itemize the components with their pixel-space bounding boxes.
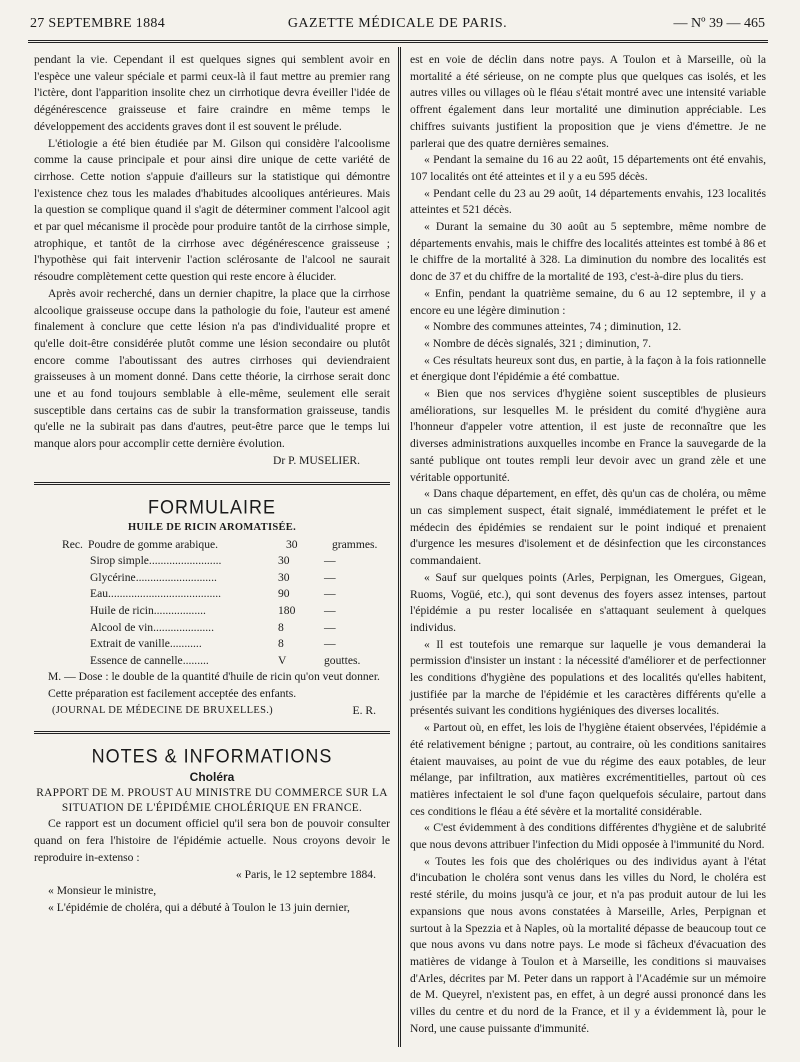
ingredient-unit: — xyxy=(324,570,336,584)
left-column xyxy=(34,52,390,917)
ingredient-unit: — xyxy=(324,554,336,568)
recipe-list xyxy=(34,537,390,670)
recipe-rec: Rec. xyxy=(62,537,83,551)
right-column xyxy=(410,52,766,1037)
letter-paragraph: « Toutes les fois que des cholériques ou des individus ayant à l'état d'incubation le choléra sont venus dans les villes du Nord, le choléra est resté stérile, du moins jusqu'à ce jour, et n'a pas produit autour de lui les expansions que nous avons constatées à Marseille, Arles, Perpignan et surtout à la Spezzia et à Naples, où la mortalité dépasse de beaucoup tout ce que nous avons vu dans notre pays. Le mode si fâcheux d'évacuation des matières de vidange à Toulon et à Marseille, les conditions si mauvaises d'Arles, décrites par M. Peter dans un rapport à l'Académie sur un mémoire de M. Queyrel, n'existent pas, en effet, à un degré aussi prononcé dans les villes du centre et du nord de la France, et il y a évidemment là, pour le Nord, une cause puissante d'immunité. xyxy=(410,854,766,1035)
recipe-dose: M. — Dose : le double de la quantité d'huile de ricin qu'on veut donner. xyxy=(48,670,380,684)
recipe-row xyxy=(34,570,390,587)
author-signature: Dr P. MUSELIER. xyxy=(273,453,360,467)
recipe-row xyxy=(34,603,390,620)
ingredient-unit: gouttes. xyxy=(324,653,361,667)
recipe-row xyxy=(34,586,390,603)
letter-paragraph: « Nombre des communes atteintes, 74 ; diminution, 12. xyxy=(424,320,682,334)
recipe-source: (JOURNAL DE MÉDECINE DE BRUXELLES.) xyxy=(52,704,273,716)
letter-paragraph: « Pendant celle du 23 au 29 août, 14 départements envahis, 123 localités atteintes et 521 décès. xyxy=(410,186,766,217)
letter-first-line: « L'épidémie de choléra, qui a débuté à Toulon le 13 juin dernier, xyxy=(48,900,350,914)
letter-paragraph: « Dans chaque département, en effet, dès qu'un cas de choléra, ou même un cas simplement suspect, était signalé, immédiatement le préfet et le médecin des épidémies se rendaient sur le point indiqué et prenaient d'urgence les mesures d'isolement et de désinfection que les circonstances commandaient. xyxy=(410,487,766,568)
letter-paragraph: « Sauf sur quelques points (Arles, Perpignan, les Omergues, Gigean, Ruoms, Vogüé, etc.), qui sont devenus des foyers assez intenses, partout l'épidémie a pu rester localisée en s'attaquant seulement à quelques individus. xyxy=(410,570,766,634)
ingredient-unit: grammes. xyxy=(332,537,378,551)
ingredient-name: Poudre de gomme arabique. xyxy=(88,537,219,551)
section-separator xyxy=(34,482,390,485)
ingredient-unit: — xyxy=(324,603,336,617)
page-number: — Nº 39 — 465 xyxy=(673,16,765,31)
ingredient-name: Sirop simple......................... xyxy=(90,554,222,568)
letter-paragraph: « Enfin, pendant la quatrième semaine, du 6 au 12 septembre, il y a encore eu une légère diminution : xyxy=(410,286,766,317)
notes-heading: NOTES & INFORMATIONS xyxy=(91,745,333,768)
ingredient-name: Essence de cannelle......... xyxy=(90,653,209,667)
ingredient-qty: 90 xyxy=(278,587,290,601)
ingredient-name: Extrait de vanille........... xyxy=(90,637,202,651)
notes-subheading: Choléra xyxy=(189,770,235,785)
letter-paragraph: « C'est évidemment à des conditions différentes d'hygiène et de salubrité que nous devons attribuer l'infection du Midi opposée à l'immunité du Nord. xyxy=(410,821,766,852)
article-paragraph: L'étiologie a été bien étudiée par M. Gilson qui considère l'alcoolisme comme la cause principale et pour ainsi dire unique de cette variété de cirrhose. Cette notion s'appuie d'ailleurs sur la statistique qui démontre l'existence chez tous les malades d'habitudes alcooliques antérieures. Mais la question se complique quand il s'agit de déterminer comment l'alcool agit et par quel mécanisme il procède pour produire tantôt de la cirrhose simple, atrophique, et tantôt de la cirrhose avec dégénérescence graisseuse ; l'hypothèse qui fait intervenir l'action sclérosante de l'alcool ne saurait résoudre complètement cette question qui reste encore à élucider. xyxy=(34,136,390,284)
letter-paragraph: « Nombre de décès signalés, 321 ; diminution, 7. xyxy=(424,336,652,350)
ingredient-qty: V xyxy=(278,653,287,667)
recipe-source-line xyxy=(34,703,390,720)
ingredient-unit: — xyxy=(324,637,336,651)
recipe-note: Cette préparation est facilement acceptée des enfants. xyxy=(48,687,297,701)
ingredient-qty: 30 xyxy=(278,554,290,568)
letter-paragraph: « Partout où, en effet, les lois de l'hygiène étaient observées, l'épidémie a été relativement bénigne ; partout, au contraire, où les conditions sanitaires étaient mauvaises, au point de vue du régime des eaux potables, de leur mélange, par infiltration, aux matières excrémentitielles, partout où ces matières infectaient le sol d'une façon quelquefois séculaire, partout dans ces conditions le fléau a été sévère et la mortalité considérable. xyxy=(410,721,766,818)
section-separator xyxy=(34,731,390,734)
ingredient-name: Huile de ricin.................. xyxy=(90,603,206,617)
ingredient-qty: 8 xyxy=(278,620,284,634)
letter-paragraph: est en voie de déclin dans notre pays. A Toulon et à Marseille, où la mortalité a été sérieuse, on ne compte plus que quelques cas isolés, et les autres villes ou villages où le fléau s'était montré avec une intensité variable offrent également dans leur mortalité une diminution appréciable. Les chiffres suivants justifient la proposition que je viens d'émettre. Je ne parlerai que des quatre dernières semaines. xyxy=(410,53,766,150)
article-paragraph: Après avoir recherché, dans un dernier chapitre, la place que la cirrhose alcoolique graisseuse occupe dans la pathologie du foie, l'auteur est amené finalement à conclure que cette lésion n'a pas d'individualité propre et qu'elle doit-être considérée plutôt comme une lésion secondaire ou plutôt encore comme l'aboutissant des autres cirrhoses qui deviendraient graisseuses à un moment donné. Dans cette théorie, la cirrhose serait donc une et au fond toujours semblable à elle-même, seulement elle serait susceptible dans certains cas de subir la transformation graisseuse, tandis qu'elle ne la subirait pas dans d'autres, peut-être parce que le temps lui manque alors pour accomplir cette dernière évolution. xyxy=(34,286,390,451)
ingredient-qty: 30 xyxy=(286,537,298,551)
journal-title: GAZETTE MÉDICALE DE PARIS. xyxy=(287,16,508,31)
recipe-row xyxy=(34,537,390,554)
ingredient-unit: — xyxy=(324,620,336,634)
recipe-row xyxy=(34,636,390,653)
letter-date: « Paris, le 12 septembre 1884. xyxy=(235,867,376,881)
issue-date: 27 SEPTEMBRE 1884 xyxy=(30,16,166,31)
ingredient-qty: 180 xyxy=(278,603,296,617)
header-rule xyxy=(28,40,768,43)
ingredient-unit: — xyxy=(324,587,336,601)
ingredient-name: Eau....................................... xyxy=(90,587,222,601)
ingredient-name: Glycérine............................ xyxy=(90,570,217,584)
letter-paragraph: « Ces résultats heureux sont dus, en partie, à la façon à la fois rationnelle et énergique dont l'épidémie a été combattue. xyxy=(410,353,766,384)
letter-paragraph: « Durant la semaine du 30 août au 5 septembre, même nombre de départements envahis, mais le chiffre des localités atteintes est tombé à 86 et le chiffre de la mortalité à 328. La diminution du nombre des localités est donc de 37 et du chiffre de la mortalité de 193, c'est-à-dire plus du tiers. xyxy=(410,220,766,284)
letter-paragraph: « Pendant la semaine du 16 au 22 août, 15 départements ont été envahis, 107 localités ont été atteintes et il y a eu 595 décès. xyxy=(410,153,766,183)
page-header xyxy=(30,16,765,36)
report-title: RAPPORT DE M. PROUST AU MINISTRE DU COMMERCE SUR LA SITUATION DE L'ÉPIDÉMIE CHOLÉRIQUE EN FRANCE. xyxy=(36,787,388,815)
recipe-row xyxy=(34,653,390,670)
ingredient-name: Alcool de vin..................... xyxy=(90,620,214,634)
ingredient-qty: 30 xyxy=(278,570,290,584)
article-paragraph: pendant la vie. Cependant il est quelques signes qui semblent avoir en l'espèce une valeur spéciale et parmi ceux-là il faut mettre au premier rang l'ictère, dont l'apparition insolite chez un cirrhotique devra éveiller l'idée de dégénérescence graisseuse et faire craindre en même temps le développement des accidents graves dont il est souvent le prélude. xyxy=(34,53,390,133)
column-divider xyxy=(398,47,401,1047)
letter-paragraph: « Il est toutefois une remarque sur laquelle je vous demanderai la permission d'insister un instant : la nécessité d'améliorer et de perfectionner les conditions d'hygiène des populations et des localités qu'elles habitent, justifiée par la marche de l'épidémie et les caractères différents qu'elle a présentés suivant les conditions hygiéniques des diverses localités. xyxy=(410,637,766,718)
letter-salutation: « Monsieur le ministre, xyxy=(48,884,157,898)
recipe-title: HUILE DE RICIN AROMATISÉE. xyxy=(127,521,297,533)
letter-paragraph: « Bien que nos services d'hygiène soient susceptibles de plusieurs améliorations, sur lesquelles M. le président du comité d'hygiène aura l'honneur d'appeler votre attention, il est juste de reconnaître que les diverses administrations auxquelles incombe en France la sauvegarde de la santé publique ont toutes rempli leur devoir avec un grand zèle et une véritable opportunité. xyxy=(410,387,766,484)
recipe-row xyxy=(34,620,390,637)
recipe-initials: E. R. xyxy=(352,703,376,717)
recipe-row xyxy=(34,553,390,570)
formulaire-heading: FORMULAIRE xyxy=(147,495,276,518)
ingredient-qty: 8 xyxy=(278,637,284,651)
report-intro: Ce rapport est un document officiel qu'il sera bon de pouvoir consulter quand on fera l'histoire de l'épidémie actuelle. Nous croyons devoir le reproduire in-extenso : xyxy=(34,817,390,864)
